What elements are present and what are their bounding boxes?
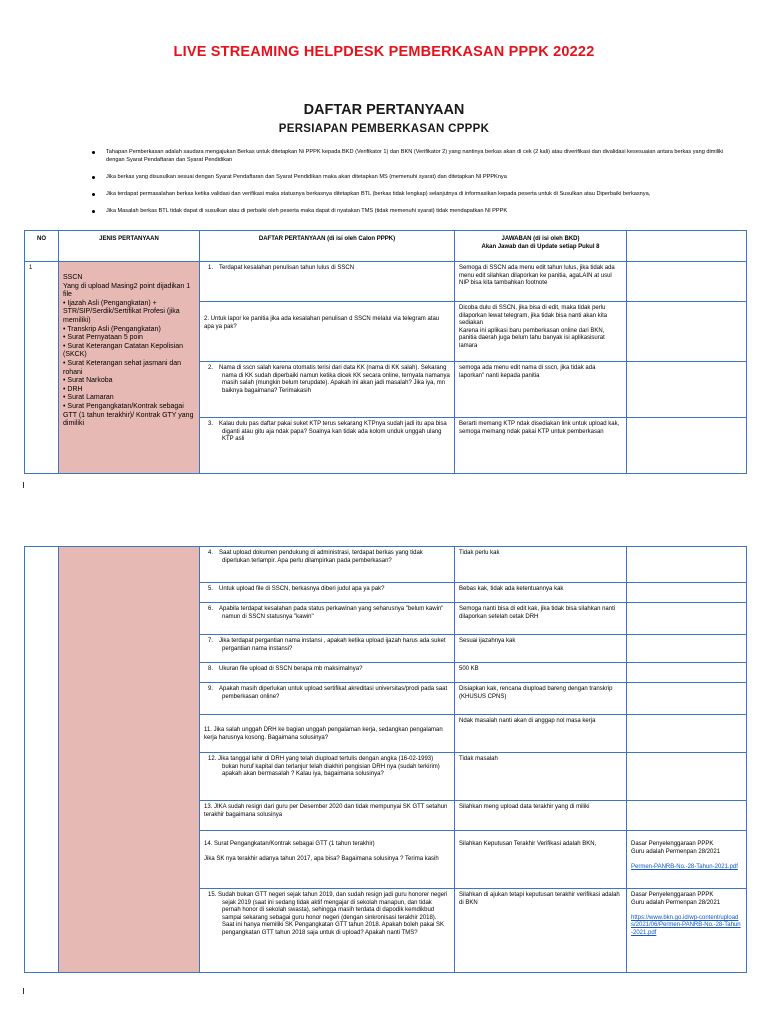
row-number — [25, 547, 59, 973]
jenis-pertanyaan-cell: SSCN Yang di upload Masing2 point dijadikan 1 file • Ijazah Asli (Pengangkatan) + STR/SIP/Serdik/Sertifikat Profesi (jika memiliki) • Transkrip Asli (Pengangkatan) • Surat Pernyataan 5 poin • Surat Keterangan Catatan Kepolisian (SKCK) • Surat Keterangan sehat jasmani dan rohani • Surat Narkoba • DRH • Surat Lamaran • Surat Pengangkatan/Kontrak sebagai GTT (1 tahun terakhir)/ Kontrak GTY yang dimiliki — [59, 262, 200, 474]
question-cell: 13. JIKA sudah resign dari guru per Desember 2020 dan tidak mempunyai SK GTT setahun terakhir bagaimana solusinya — [200, 801, 455, 831]
document-heading: DAFTAR PERTANYAAN — [303, 102, 465, 118]
answer-cell: Ndak masalah nanti akan di anggap nol masa kerja — [455, 715, 627, 753]
reference-cell — [627, 603, 747, 635]
row-number: 1 — [25, 262, 59, 474]
header-jawaban — [455, 231, 627, 262]
question-table-page-2 — [24, 546, 747, 973]
header-no: NO — [25, 231, 59, 262]
question-cell: 1. Terdapat kesalahan penulisan tahun lulus di SSCN — [200, 262, 455, 302]
reference-cell — [627, 715, 747, 753]
intro-bullet: Jika terdapat permasalahan berkas ketika validasi dan verifikasi maka statusnya berkasnya ditetapkan BTL (berkas tidak lengkap) selanjutnya di informasikan kepada peserta untuk di Susulkan atau Diperbaiki berkasnya, — [92, 190, 742, 198]
page-title: LIVE STREAMING HELPDESK PEMBERKASAN PPPK 20222 — [173, 44, 595, 60]
reference-body: Guru adalah Permenpan 28/2021 — [631, 899, 721, 906]
reference-cell — [627, 663, 747, 683]
table-row — [25, 547, 747, 583]
answer-cell: Tidak perlu kak — [455, 547, 627, 583]
intro-bullet: Jika berkas yang disusulkan sesuai dengan Syarat Pendaftaran dan Syarat Pendidikan maka akan ditetapkan MS (memenuhi syarat) dan ditetapkan NI PPPKnya — [92, 173, 742, 181]
reference-cell — [627, 418, 747, 474]
reference-cell — [627, 262, 747, 302]
answer-cell: Sesuai ijazahnya kak — [455, 635, 627, 663]
question-cell: 12. Jika tanggal lahir di DRH yang telah diupload tertulis dengan angka (16-02-1993) bukan huruf kapital dan terlanjur telah diakhiri pengisian DRH nya (sudah terkirim) apakah akan bermasalah ? Kalau iya, bagaimana solusinya? — [200, 753, 455, 801]
question-cell: 9. Apakah masih diperlukan untuk upload sertifikat akreditasi universitas/prodi pada saat pemberkasan online? — [200, 683, 455, 715]
question-cell: 14. Surat Pengangkatan/Kontrak sebagai GTT (1 tahun terakhir) Jika SK nya terakhir adanya tahun 2017, apa bisa? Bagaimana solusinya ? Terima kasih — [200, 831, 455, 889]
answer-cell: Silahkan Keputusan Terakhir Verifikasi adalah BKN, — [455, 831, 627, 889]
question-cell: 8. Ukuran file upload di SSCN berapa mb maksimalnya? — [200, 663, 455, 683]
answer-cell: Silahkan meng upload data terakhir yang di miliki — [455, 801, 627, 831]
document-subheading: PERSIAPAN PEMBERKASAN CPPPK — [278, 123, 490, 135]
answer-cell: semoga ada menu edit nama di sscn, jika tidak ada laporkan" nanti kepada panitia — [455, 362, 627, 418]
question-cell: 11. Jika salah unggah DRH ke bagian unggah pengalaman kerja, sedangkan pengalaman kerja harusnya kosong. Bagaimana solusinya? — [200, 715, 455, 753]
reference-cell — [627, 362, 747, 418]
reference-cell — [627, 583, 747, 603]
intro-bullet-list — [92, 148, 742, 224]
question-cell: 3. Kalau dulu pas daftar pakai suket KTP terus sekarang KTPnya sudah jadi itu apa bisa diganti atau gitu aja ndak papa? Soalnya kan tidak ada kolom unduk unggah ulang KTP asli — [200, 418, 455, 474]
question-cell: 6. Apabila terdapat kesalahan pada status perkawinan yang seharusnya "belum kawin" namun di SSCN statusnya "kawin" — [200, 603, 455, 635]
question-cell: 7. Jika terdapat pergantian nama instansi , apakah ketika upload ijazah harus ada suket pergantian nama instansi? — [200, 635, 455, 663]
answer-cell: Dicoba dulu di SSCN, jika bisa di edit, maka tidak perlu dilaporkan lewat telegram, jika tidak bisa nanti akan kita sediakan Karena ini aplikasi baru pemberkasan online dari BKN, panitia daerah juga belum tahu banyak isi aplikasisurat lamara — [455, 302, 627, 362]
page-break-marker — [23, 482, 24, 488]
reference-title: Dasar Penyelenggaraan PPPK — [631, 892, 714, 898]
table-header-row — [25, 231, 747, 262]
answer-cell: Bebas kak, tidak ada ketentuannya kak — [455, 583, 627, 603]
question-cell: 5. Untuk upload file di SSCN, berkasnya diberi judul apa ya pak? — [200, 583, 455, 603]
reference-body: Guru adalah Permenpan 28/2021 — [631, 848, 721, 855]
reference-cell — [627, 753, 747, 801]
table-row — [25, 262, 747, 302]
answer-cell: Silahkan di ajukan tetapi keputusan terakhir verifikasi adalah di BKN — [455, 889, 627, 973]
reference-cell — [627, 683, 747, 715]
answer-cell: Tidak masalah — [455, 753, 627, 801]
reference-cell — [627, 889, 747, 973]
answer-cell: Semoga nanti bisa di edit kak, jika tidak bisa silahkan nanti dilaporkan setelah cetak DRH — [455, 603, 627, 635]
reference-cell — [627, 801, 747, 831]
header-jawaban-note: Akan Jawab dan di Update setiap Pukul 8 — [481, 243, 600, 250]
jenis-pertanyaan-cell — [59, 547, 200, 973]
header-daftar: DAFTAR PERTANYAAN (di isi oleh Calon PPPK) — [200, 231, 455, 262]
reference-link[interactable]: https://www.bkn.go.id/wp-content/uploads/2021/06/Permen-PANRB-No.-28-Tahun-2021.pdf — [631, 914, 741, 936]
answer-cell: Berarti memang KTP ndak disediakan link untuk upload kak, semoga memang ndak pakai KTP untuk pemberkasan — [455, 418, 627, 474]
answer-cell: Disiapkan kak, rencana diupload bareng dengan transkrip (KHUSUS CPNS) — [455, 683, 627, 715]
question-table-page-1 — [24, 230, 747, 474]
reference-cell — [627, 831, 747, 889]
header-jawaban-title: JAWABAN (di isi oleh BKD) — [501, 236, 580, 242]
reference-cell — [627, 302, 747, 362]
header-jenis: JENIS PERTANYAAN — [59, 231, 200, 262]
question-cell: 2. Nama di sscn salah karena otomatis terisi dari data KK (nama di KK salah). Sekarang nama di KK sudah diperbaiki namun ketika dicek KK secara online, ternyata namanya masih salah (mungkin belum terupdate). Apakah ini akan jadi masalah? Jika iya, mn baiknya bagaimana? Terimakasih — [200, 362, 455, 418]
answer-cell: Semoga di SSCN ada menu edit tahun lulus, jika tidak ada menu edit silahkan dilaporkan ke panitia, agaLAIN at usul NIP bisa kita tambahkan footnote — [455, 262, 627, 302]
reference-title: Dasar Penyelenggaraan PPPK — [631, 841, 714, 847]
answer-cell: 500 KB — [455, 663, 627, 683]
question-cell: 2. Untuk lapor ke panitia jika ada kesalahan penulisan d SSCN melalui via telegram atau apa ya pak? — [200, 302, 455, 362]
intro-bullet: Jika Masalah berkas BTL tidak dapat di susulkan atau di perbaiki oleh peserta maka dapat di nyatakan TMS (tidak memenuhi syarat) tidak mendapatkan NI PPPK — [92, 207, 742, 215]
intro-bullet: Tahapan Pemberkasan adalah saudara mengajukan Berkas untuk ditetapkan Ni PPPK kepada BKD (Verifikator 1) dan BKN (Verifikator 2) yang nantinya berkas akan di cek (2 kali) atau diverifikasi dan divalidasi kesesuaian antara berkas yang dimiliki dengan Syarat Pendaftaran dan Syarat Pendidikan — [92, 148, 742, 164]
reference-link[interactable]: Permen-PANRB-No.-28-Tahun-2021.pdf — [631, 863, 738, 870]
reference-cell — [627, 547, 747, 583]
reference-cell — [627, 635, 747, 663]
page-break-marker — [23, 988, 24, 994]
header-reference — [627, 231, 747, 262]
question-cell: 15. Sudah bukan GTT negeri sejak tahun 2019, dan sudah resign jadi guru honorer negeri sejak 2019 (saat ini sedang tidak aktif mengajar di sekolah manapun, dan tidak pernah honor di sekolah swasta), sehingga masih terdata di dapodik kemdikbud sampai sekarang sebagai guru honor negeri (dengan sinkronisasi terakhir 2018). Saat ini hanya memiliki SK Pengangkatan GTT tahun 2018. Apakah boleh pakai SK pengangkatan GTT tahun 2018 saja untuk di upload? Apakah nanti TMS? — [200, 889, 455, 973]
question-cell: 4. Saat upload dokumen pendukung di administrasi, terdapat berkas yang tidak diperlukan terlampir. Apa perlu dilampirkan pada pemberkasan? — [200, 547, 455, 583]
